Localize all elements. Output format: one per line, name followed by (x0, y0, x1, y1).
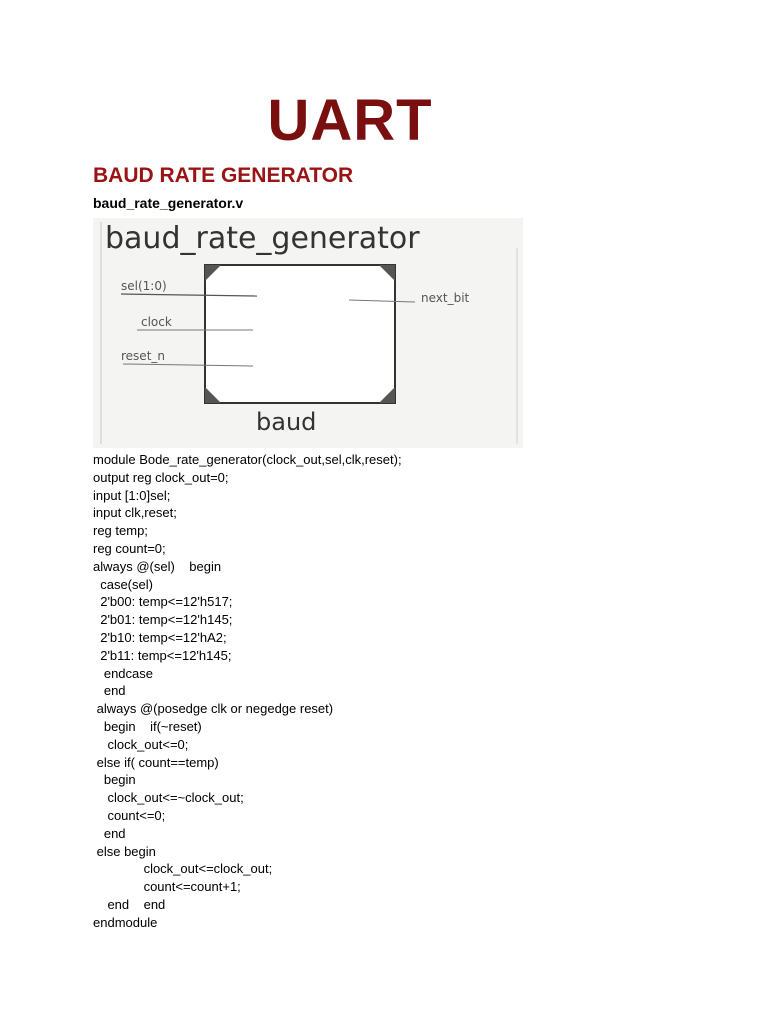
code-line: 2'b01: temp<=12'h145; (93, 612, 233, 628)
code-line: reg temp; (93, 523, 148, 539)
code-line: end (93, 825, 126, 841)
section-heading: BAUD RATE GENERATOR (93, 164, 354, 187)
block-diagram-scan (93, 218, 523, 448)
code-line: else if( count==temp) (93, 754, 219, 770)
code-line: clock_out<=clock_out; (93, 861, 273, 877)
verilog-code (93, 451, 693, 932)
code-line: module Bode_rate_generator(clock_out,sel,clk,reset); (93, 452, 402, 467)
block-diagram (93, 218, 523, 448)
code-line: end (93, 683, 126, 699)
code-line: clock_out<=0; (93, 736, 189, 752)
code-line: case(sel) (93, 576, 153, 592)
document-title: UART (267, 88, 433, 153)
code-line: end end (93, 896, 166, 912)
code-line: 2'b11: temp<=12'h145; (93, 647, 232, 663)
code-line: clock_out<=~clock_out; (93, 790, 244, 806)
code-line: always @(posedge clk or negedge reset) (93, 701, 334, 717)
code-line: output reg clock_out=0; (93, 469, 229, 485)
code-line: begin if(~reset) (93, 718, 202, 734)
code-line: count<=0; (93, 807, 166, 823)
port-label-clock: clock (141, 315, 172, 329)
code-line: count<=count+1; (93, 879, 241, 895)
code-line: 2'b10: temp<=12'hA2; (93, 629, 227, 645)
port-label-sel: sel(1:0) (121, 279, 167, 293)
code-line: reg count=0; (93, 540, 166, 556)
code-line: 2'b00: temp<=12'h517; (93, 594, 233, 610)
port-label-next-bit: next_bit (421, 291, 470, 305)
diagram-block-label: baud (256, 408, 317, 436)
code-line: endcase (93, 665, 153, 681)
diagram-module-label: baud_rate_generator (105, 221, 420, 256)
code-line: always @(sel) begin (93, 558, 222, 574)
diagram-block (205, 265, 395, 403)
code-line: endmodule (93, 914, 158, 930)
code-line: else begin (93, 843, 156, 859)
code-line: input [1:0]sel; (93, 487, 171, 503)
file-name: baud_rate_generator.v (93, 195, 244, 211)
code-line: input clk,reset; (93, 505, 177, 521)
code-line: begin (93, 772, 136, 788)
port-label-reset: reset_n (121, 349, 165, 363)
